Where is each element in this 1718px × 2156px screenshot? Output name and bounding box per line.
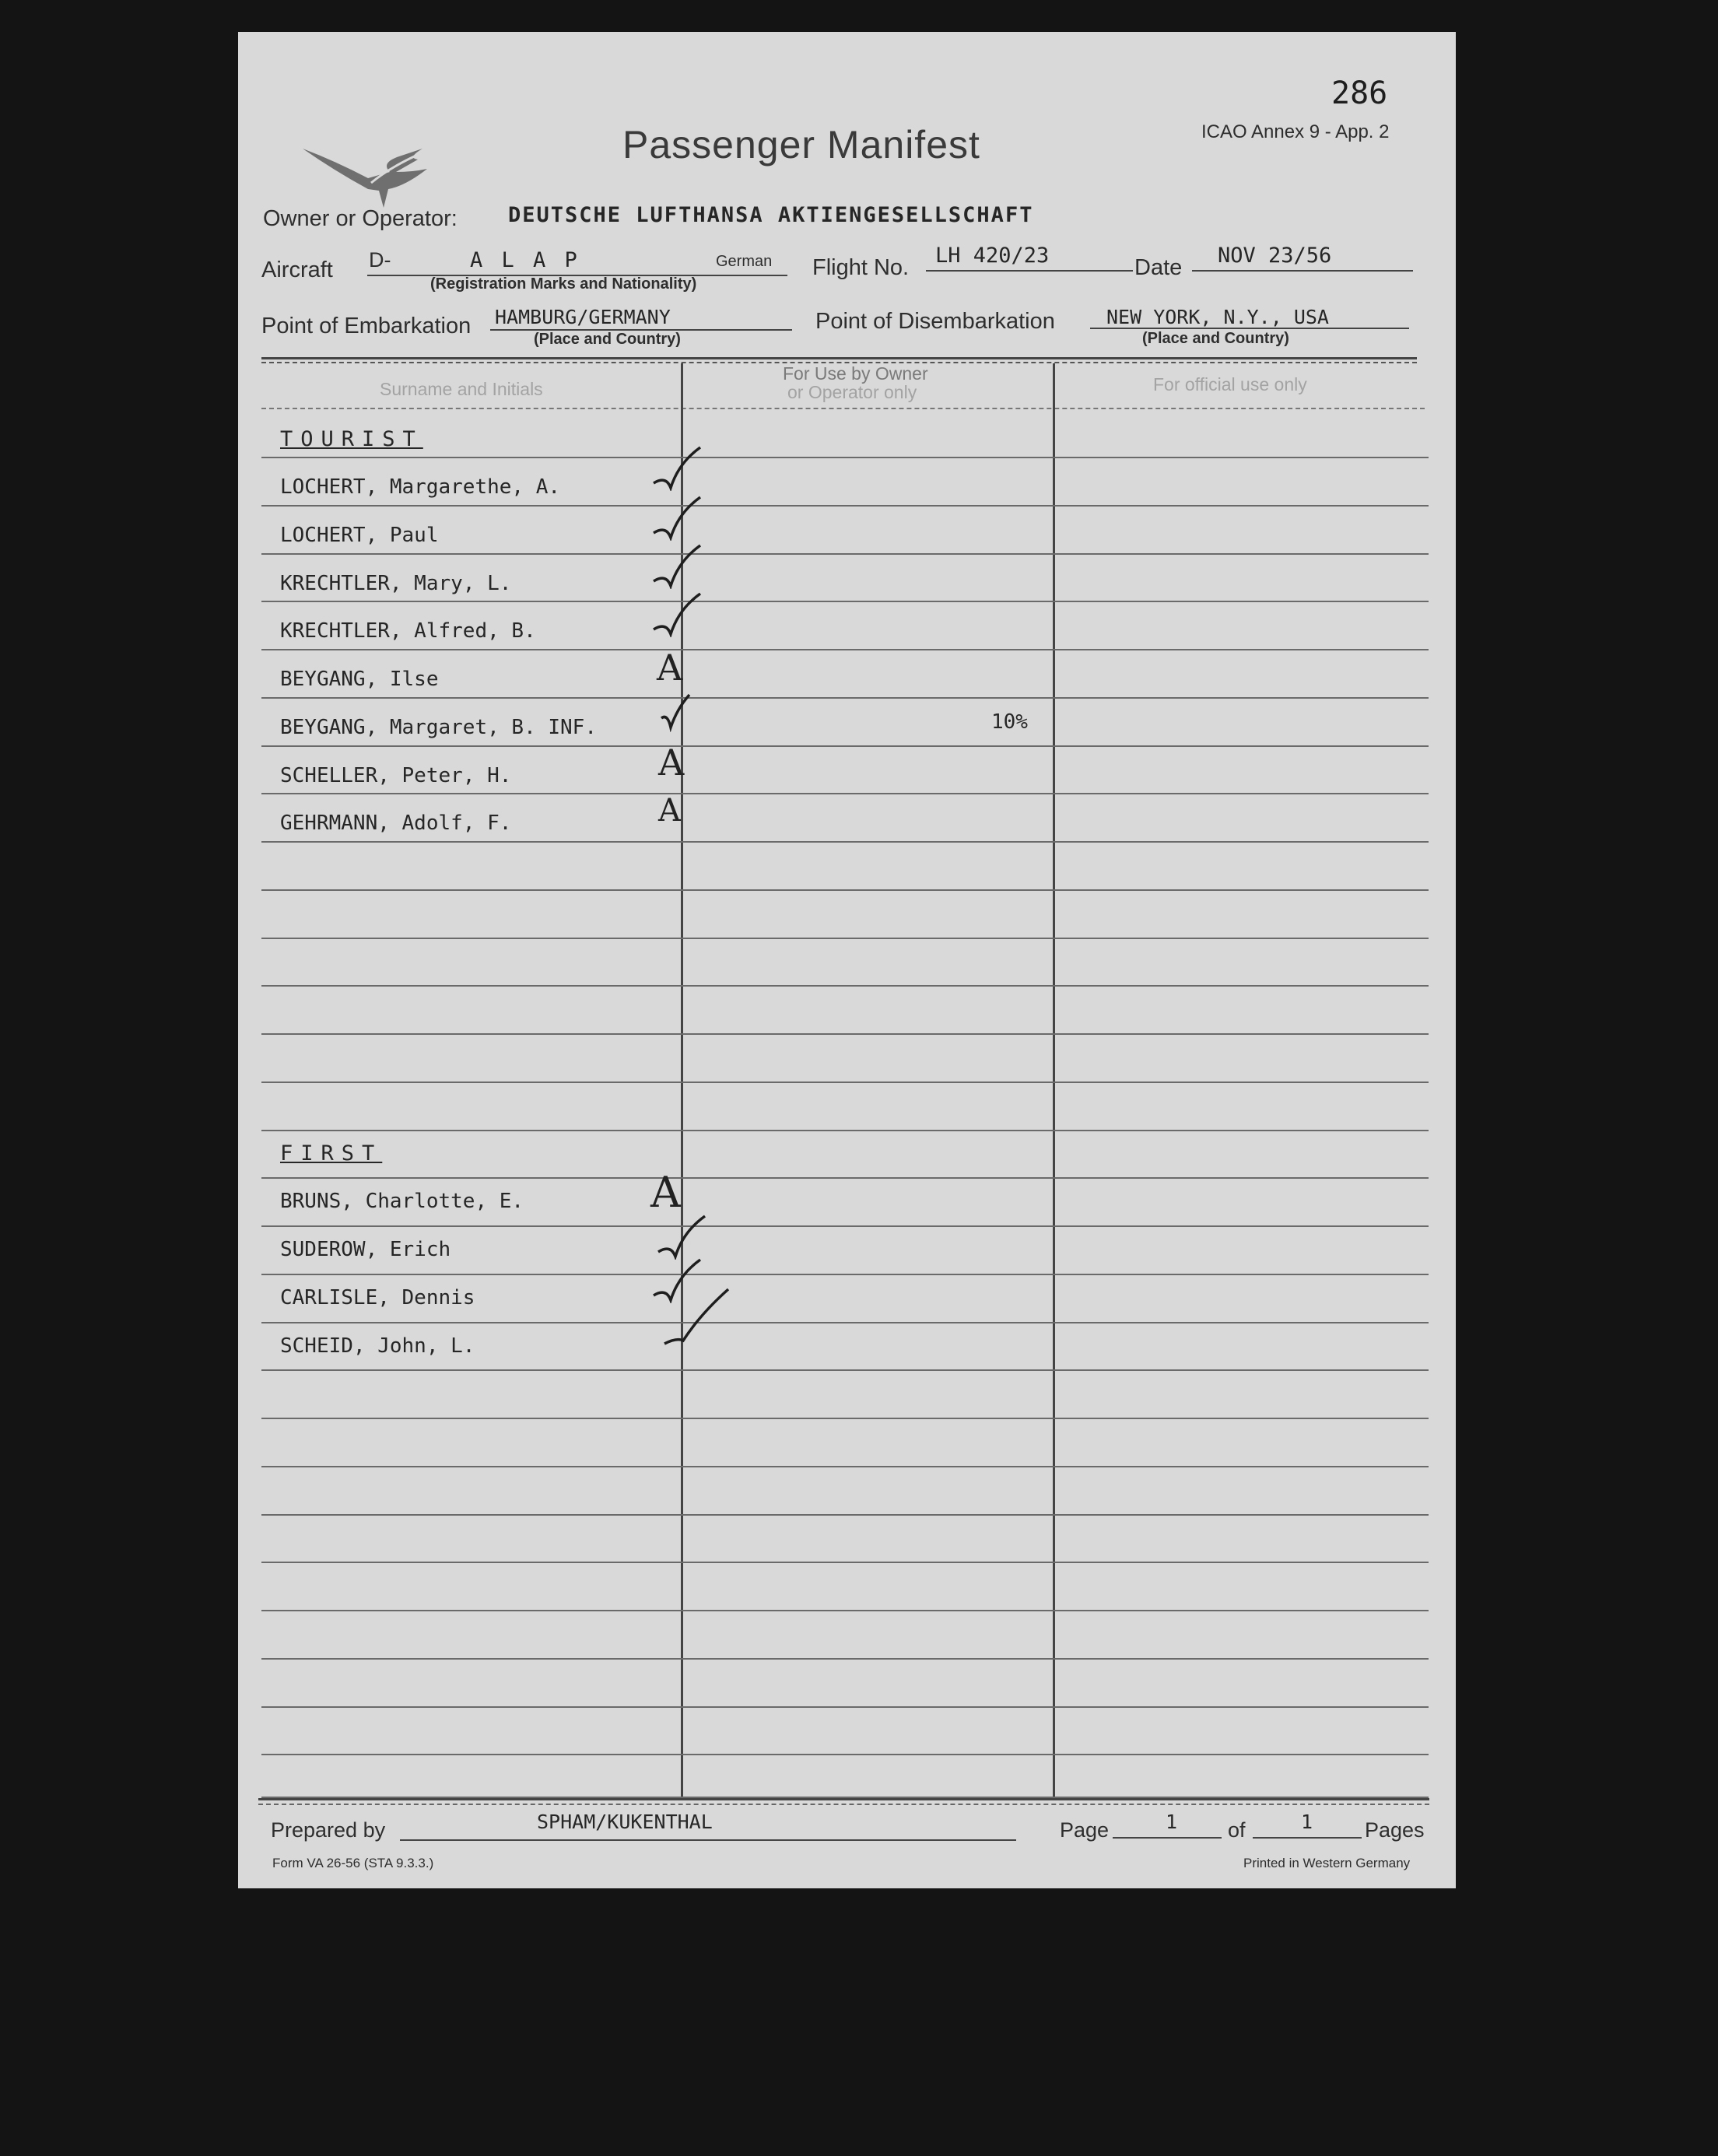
passenger-name: SCHELLER, Peter, H. <box>280 764 512 787</box>
column-header-owner-use-2: or Operator only <box>787 382 917 402</box>
table-rule <box>261 553 1429 555</box>
check-mark-icon <box>650 444 705 491</box>
owner-label: Owner or Operator: <box>263 206 458 231</box>
table-rule <box>261 1130 1429 1131</box>
aircraft-prefix: D- <box>369 248 391 272</box>
passenger-name: KRECHTLER, Alfred, B. <box>280 619 536 643</box>
check-mark-icon <box>655 1213 710 1260</box>
passenger-name: SCHEID, John, L. <box>280 1334 475 1358</box>
passenger-note: 10% <box>991 710 1028 734</box>
page-label: Page <box>1060 1818 1110 1842</box>
passenger-name: BEYGANG, Ilse <box>280 668 439 691</box>
passenger-mark <box>705 525 706 526</box>
passenger-mark <box>705 477 706 478</box>
check-mark-icon <box>661 1283 731 1353</box>
check-mark-icon <box>650 591 705 637</box>
footer-rule <box>258 1798 1429 1800</box>
table-top-rule <box>261 357 1417 359</box>
passenger-mark <box>705 718 706 719</box>
passenger-name: SUDEROW, Erich <box>280 1238 451 1261</box>
pages-value: 1 <box>1301 1811 1313 1833</box>
prepared-by-value: SPHAM/KUKENTHAL <box>537 1811 713 1833</box>
table-rule <box>261 601 1429 602</box>
disembarkation-label: Point of Disembarkation <box>815 309 1055 334</box>
manifest-sheet <box>238 32 1456 1888</box>
aircraft-caption: (Registration Marks and Nationality) <box>430 275 697 293</box>
disembarkation-underline <box>1090 328 1409 329</box>
table-rule <box>261 1562 1429 1563</box>
column-header-surname: Surname and Initials <box>380 379 543 399</box>
check-mark-icon <box>658 692 697 732</box>
lufthansa-crane-logo <box>296 131 433 217</box>
owner-value: DEUTSCHE LUFTHANSA AKTIENGESELLSCHAFT <box>508 203 1034 227</box>
table-rule <box>261 457 1429 458</box>
column-header-official: For official use only <box>1153 374 1307 394</box>
form-reference: Form VA 26-56 (STA 9.3.3.) <box>272 1856 434 1870</box>
table-rule <box>261 1225 1429 1227</box>
disembarkation-caption: (Place and Country) <box>1142 330 1289 347</box>
table-rule <box>261 697 1429 699</box>
icao-reference: ICAO Annex 9 - App. 2 <box>1201 121 1390 142</box>
table-rule <box>261 745 1429 747</box>
of-label: of <box>1228 1818 1246 1842</box>
passenger-mark <box>705 1336 706 1337</box>
table-rule <box>261 985 1429 987</box>
passenger-name: LOCHERT, Margarethe, A. <box>280 475 561 499</box>
section-heading-first: FIRST <box>280 1141 383 1166</box>
table-rule <box>261 1322 1429 1323</box>
passenger-mark <box>705 1239 706 1240</box>
column-header-owner-use-1: For Use by Owner <box>783 363 928 384</box>
date-underline <box>1192 270 1413 272</box>
table-rule <box>261 1658 1429 1660</box>
table-rule <box>261 1274 1429 1275</box>
passenger-mark: A <box>650 1168 681 1217</box>
table-rule <box>261 1466 1429 1467</box>
passenger-name: LOCHERT, Paul <box>280 524 439 547</box>
flight-label: Flight No. <box>812 255 910 280</box>
pages-label: Pages <box>1365 1818 1425 1842</box>
table-rule <box>261 1033 1429 1035</box>
passenger-name: KRECHTLER, Mary, L. <box>280 572 512 595</box>
passenger-name: BEYGANG, Margaret, B. INF. <box>280 716 597 739</box>
passenger-mark: A <box>658 793 681 829</box>
aircraft-registration: A L A P <box>470 248 580 272</box>
section-heading-tourist: TOURIST <box>280 427 423 451</box>
disembarkation-value: NEW YORK, N.Y., USA <box>1106 306 1329 328</box>
pages-underline <box>1253 1837 1362 1839</box>
passenger-mark: A <box>657 647 683 689</box>
aircraft-nationality: German <box>716 253 773 270</box>
page-underline <box>1113 1837 1222 1839</box>
passenger-name: GEHRMANN, Adolf, F. <box>280 812 512 835</box>
prepared-underline <box>400 1839 1016 1841</box>
date-value: NOV 23/56 <box>1218 244 1332 268</box>
passenger-mark <box>705 573 706 574</box>
passenger-name: CARLISLE, Dennis <box>280 1286 475 1309</box>
header-bottom-rule <box>261 408 1425 409</box>
printed-in: Printed in Western Germany <box>1243 1856 1411 1870</box>
table-rule <box>261 793 1429 794</box>
page-number: 286 <box>1331 75 1388 111</box>
embarkation-caption: (Place and Country) <box>534 331 681 348</box>
table-rule <box>261 1706 1429 1708</box>
page-value: 1 <box>1166 1811 1178 1833</box>
table-rule <box>261 1369 1429 1371</box>
table-rule <box>261 1610 1429 1611</box>
page-title: Passenger Manifest <box>622 123 980 167</box>
table-rule <box>261 505 1429 507</box>
aircraft-label: Aircraft <box>261 258 333 282</box>
check-mark-icon <box>650 542 705 589</box>
table-rule <box>261 1082 1429 1083</box>
flight-value: LH 420/23 <box>935 244 1050 268</box>
table-rule <box>261 649 1429 650</box>
date-label: Date <box>1134 255 1183 280</box>
table-rule <box>261 1514 1429 1516</box>
flight-underline <box>926 270 1133 272</box>
prepared-by-label: Prepared by <box>271 1818 386 1842</box>
embarkation-label: Point of Embarkation <box>261 314 472 338</box>
embarkation-value: HAMBURG/GERMANY <box>495 306 671 328</box>
check-mark-icon <box>650 494 705 541</box>
footer-rule-2 <box>258 1804 1429 1805</box>
passenger-mark: A <box>658 741 685 784</box>
table-rule <box>261 938 1429 939</box>
passenger-name: BRUNS, Charlotte, E. <box>280 1190 524 1213</box>
table-rule <box>261 1418 1429 1419</box>
table-rule <box>261 1754 1429 1755</box>
table-rule <box>261 889 1429 891</box>
table-rule <box>261 841 1429 843</box>
table-rule <box>261 1177 1429 1179</box>
